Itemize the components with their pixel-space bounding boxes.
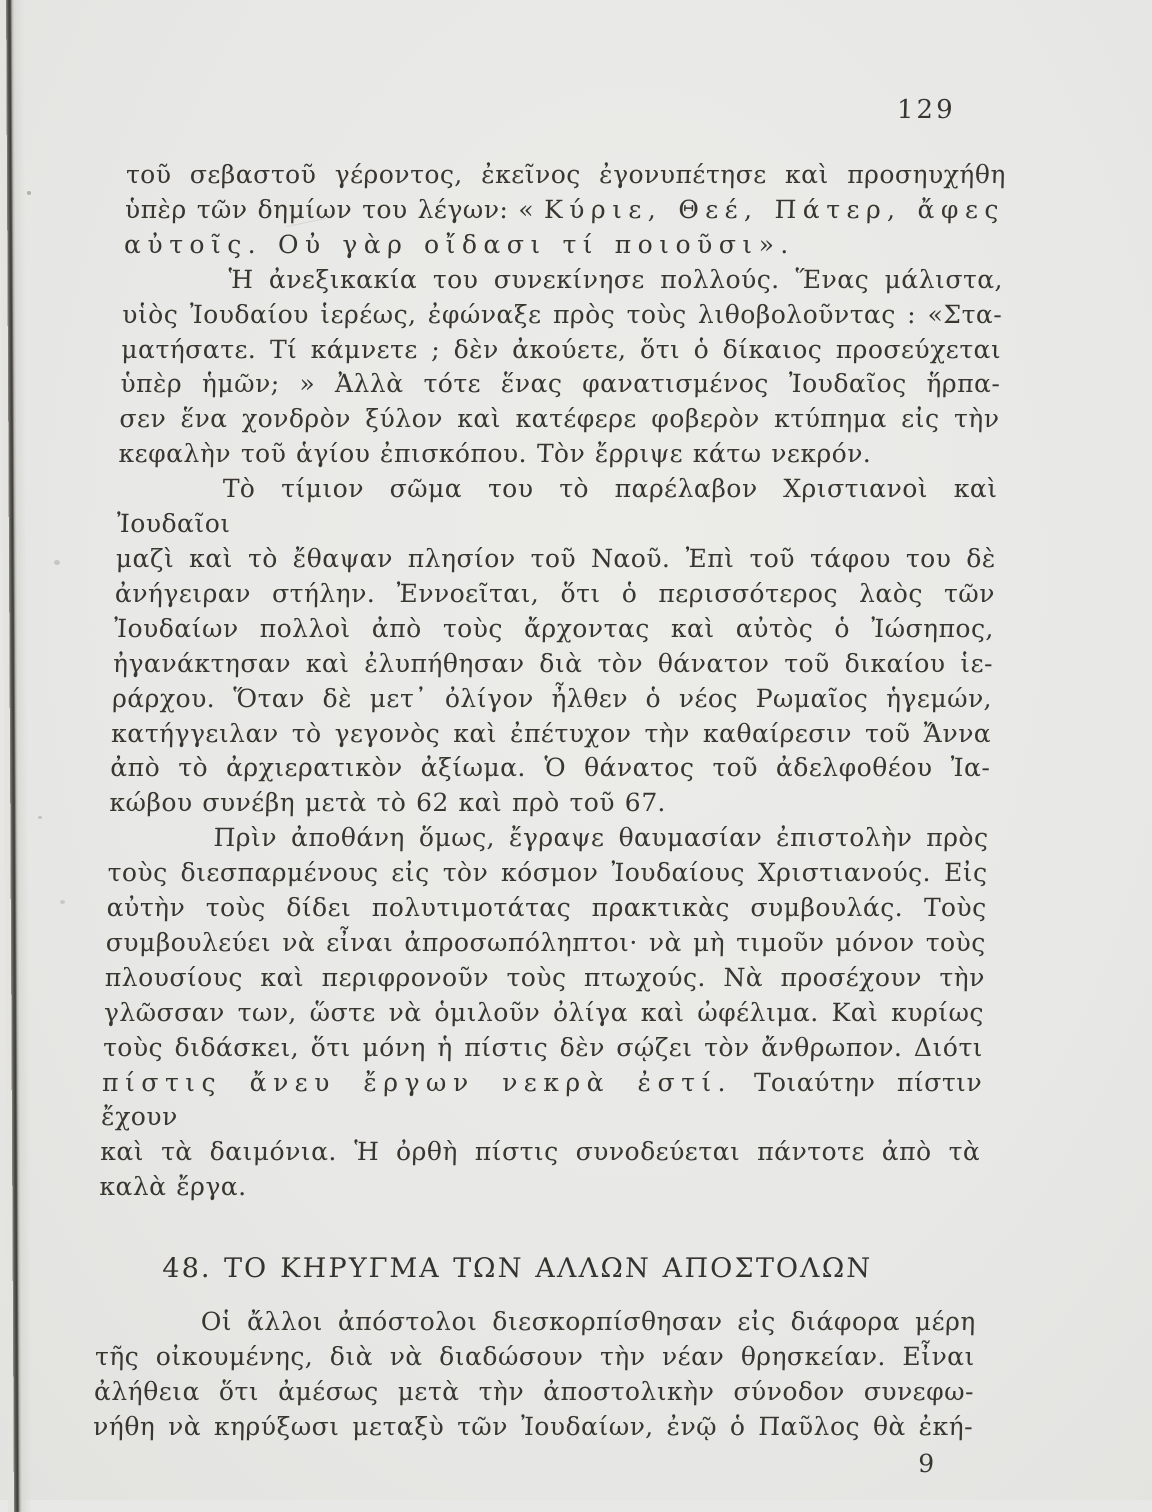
text-line xyxy=(103,996,984,1031)
text-line xyxy=(125,193,1006,228)
text-line xyxy=(106,891,987,926)
text-run: πλουσίους καὶ περιφρονοῦν τοὺς πτωχούς. Νὰ προσέχουν τὴν xyxy=(104,962,986,992)
text-run: ἀλήθεια ὅτι ἀμέσως μετὰ τὴν ἀποστολικὴν σύνοδον συνεφω- xyxy=(93,1377,975,1406)
text-line xyxy=(101,1066,983,1136)
letterspaced-text: πίστις ἄνευ ἔργων νεκρὰ ἐστί. xyxy=(101,1067,733,1097)
text-run: ἀπὸ τὸ ἀρχιερατικὸν ἀξίωμα. Ὁ θάνατος τοῦ ἀδελφοθέου Ἰα- xyxy=(109,753,991,783)
text-line xyxy=(122,298,1003,333)
letterspaced-text: Κύριε, Θεέ, Πάτερ, ἄφες xyxy=(543,194,1006,224)
paragraph xyxy=(99,821,989,1205)
section-paragraphs xyxy=(93,1305,977,1445)
text-line xyxy=(114,577,995,612)
signature-mark: 9 xyxy=(917,1448,935,1478)
text-run: Ἰουδαίων πολλοὶ ἀπὸ τοὺς ἄρχοντας καὶ αὐτὸς ὁ Ἰώσηπος, xyxy=(113,613,995,643)
text-run: ἠγανάκτησαν καὶ ἐλυπήθησαν διὰ τὸν θάνατον τοῦ δικαίου ἱε- xyxy=(112,648,994,678)
text-line xyxy=(121,333,1002,368)
text-line xyxy=(112,682,993,717)
paragraph xyxy=(109,472,998,821)
text-line xyxy=(119,402,1000,437)
text-run: συμβουλεύει νὰ εἶναι ἀπροσωπόληπτοι· νὰ μὴ τιμοῦν μόνον τοὺς xyxy=(105,927,987,957)
body-paragraphs xyxy=(99,158,1006,1205)
text-run: Τὸ τίμιον σῶμα του τὸ παρέλαβον Χριστιανοὶ καὶ Ἰουδαῖοι xyxy=(116,474,999,539)
text-line xyxy=(109,786,990,821)
scan-speck xyxy=(54,560,60,565)
page-column xyxy=(92,95,1008,1479)
text-line xyxy=(111,717,992,752)
text-run: κεφαλὴν τοῦ ἁγίου ἐπισκόπου. Τὸν ἔρριψε κάτω νεκρόν. xyxy=(118,439,872,469)
text-line xyxy=(116,472,998,542)
text-line xyxy=(118,437,999,472)
paragraph xyxy=(93,1305,977,1445)
text-run: μαζὶ καὶ τὸ ἔθαψαν πλησίον τοῦ Ναοῦ. Ἐπὶ τοῦ τάφου του δὲ xyxy=(115,543,997,573)
text-line xyxy=(104,961,985,996)
letterspaced-text: αὐτοῖς. Οὐ γὰρ οἴδασι τί ποιοῦσι». xyxy=(123,229,796,259)
text-line xyxy=(125,158,1006,193)
scan-speck xyxy=(38,816,42,819)
text-run: Πρὶν ἀποθάνη ὅμως, ἔγραψε θαυμασίαν ἐπιστολὴν πρὸς xyxy=(213,823,989,853)
text-line xyxy=(108,821,989,856)
text-run: ματήσατε. Τί κάμνετε ; δὲν ἀκούετε, ὅτι ὁ δίκαιος προσεύχεται xyxy=(120,334,1002,364)
text-run: κατήγγειλαν τὸ γεγονὸς καὶ ἐπέτυχον τὴν καθαίρεσιν τοῦ Ἄννα xyxy=(110,718,992,748)
text-run: Τοιαύτην πίστιν ἔχουν xyxy=(100,1067,983,1132)
text-run: γλῶσσαν των, ὥστε νὰ ὁμιλοῦν ὀλίγα καὶ ὠφέλιμα. Καὶ κυρίως xyxy=(103,997,985,1027)
paragraph xyxy=(118,263,1003,472)
scan-speck xyxy=(27,191,31,195)
section-heading: 48. ΤΟ ΚΗΡΥΓΜΑ ΤΩΝ ΑΛΛΩΝ ΑΠΟΣΤΟΛΩΝ xyxy=(161,1253,873,1285)
text-run: αὐτὴν τοὺς δίδει πολυτιμοτάτας πρακτικὰς συμβουλάς. Τοὺς xyxy=(106,893,988,923)
text-line xyxy=(115,542,996,577)
text-run: ράρχου. Ὅταν δὲ μετ᾽ ὀλίγον ἦλθεν ὁ νέος Ρωμαῖος ἡγεμών, xyxy=(111,683,993,713)
text-line xyxy=(114,612,995,647)
paragraph xyxy=(124,158,1007,263)
text-line xyxy=(123,263,1004,298)
text-run: τοὺς διεσπαρμένους εἰς τὸν κόσμον Ἰουδαίους Χριστιανούς. Εἰς xyxy=(107,858,989,888)
text-line xyxy=(93,1410,974,1445)
text-run: σεν ἕνα χονδρὸν ξύλον καὶ κατέφερε φοβερὸν κτύπημα εἰς τὴν xyxy=(119,404,1000,434)
text-run: υἱὸς Ἰουδαίου ἱερέως, ἐφώναξε πρὸς τοὺς λιθοβολοῦντας : «Στα- xyxy=(121,299,1003,329)
body-text xyxy=(93,158,1007,1445)
text-line xyxy=(103,1031,984,1066)
text-run: κώβου συνέβη μετὰ τὸ 62 καὶ πρὸ τοῦ 67. xyxy=(109,788,667,818)
text-line xyxy=(124,228,1005,263)
text-line xyxy=(94,1340,975,1375)
text-line xyxy=(110,751,991,786)
text-line xyxy=(100,1135,981,1170)
text-line xyxy=(120,367,1001,402)
text-run: ὑπὲρ τῶν δημίων του λέγων: « xyxy=(124,194,545,224)
text-line xyxy=(99,1170,980,1205)
text-line xyxy=(113,647,994,682)
text-run: τοῦ σεβαστοῦ γέροντος, ἐκεῖνος ἐγονυπέτησε καὶ προσηυχήθη xyxy=(125,160,1007,189)
text-run: καὶ τὰ δαιμόνια. Ἡ ὀρθὴ πίστις συνοδεύεται πάντοτε ἀπὸ τὰ xyxy=(99,1137,981,1167)
text-line xyxy=(107,856,988,891)
text-run: Ἡ ἀνεξικακία του συνεκίνησε πολλούς. Ἕνας μάλιστα, xyxy=(227,264,1004,294)
scan-speck xyxy=(60,900,65,904)
text-run: τοὺς διδάσκει, ὅτι μόνη ἡ πίστις δὲν σῴζει τὸν ἄνθρωπον. Διότι xyxy=(102,1032,984,1062)
text-line xyxy=(105,926,986,961)
text-run: Οἱ ἄλλοι ἀπόστολοι διεσκορπίσθησαν εἰς διάφορα μέρη xyxy=(200,1307,977,1337)
text-run: καλὰ ἔργα. xyxy=(99,1172,248,1202)
text-run: νήθη νὰ κηρύξωσι μεταξὺ τῶν Ἰουδαίων, ἐνῷ ὁ Παῦλος θὰ ἐκή- xyxy=(92,1411,974,1441)
text-run: ὑπὲρ ἡμῶν; » Ἀλλὰ τότε ἕνας φανατισμένος Ἰουδαῖος ἥρπα- xyxy=(120,369,1001,399)
text-line xyxy=(94,1375,975,1410)
text-run: τῆς οἰκουμένης, διὰ νὰ διαδώσουν τὴν νέαν θρησκείαν. Εἶναι xyxy=(94,1342,976,1372)
page-number: 129 xyxy=(896,95,956,125)
text-run: ἀνήγειραν στήλην. Ἐννοεῖται, ὅτι ὁ περισσότερος λαὸς τῶν xyxy=(114,578,996,608)
text-line xyxy=(95,1305,976,1340)
